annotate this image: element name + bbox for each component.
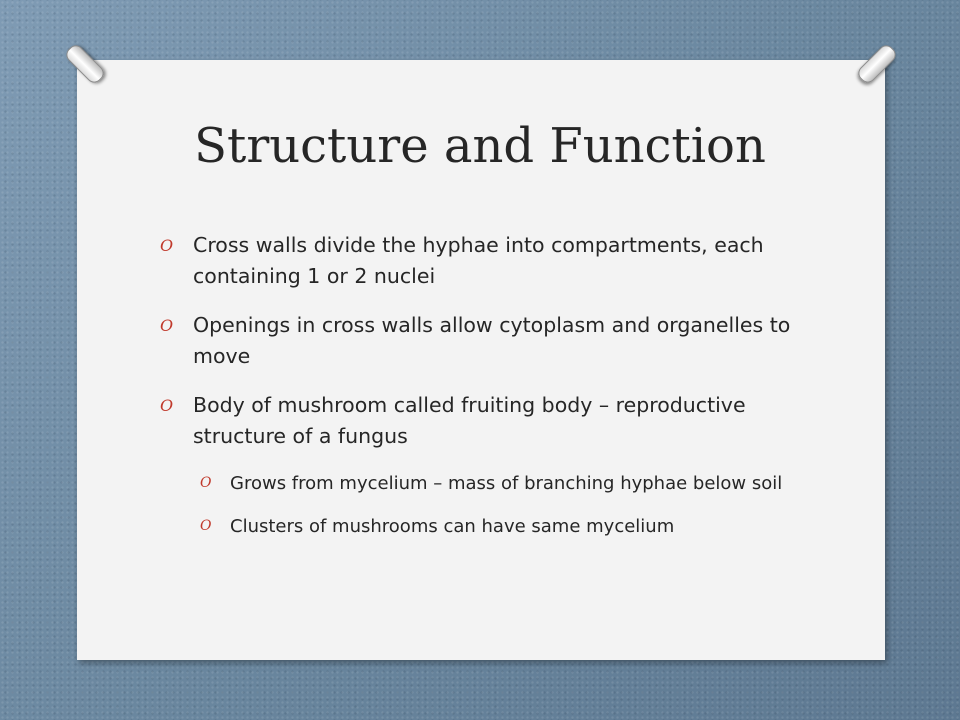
slide-title: Structure and Function	[194, 118, 766, 174]
bullet-text-start: Body of mushroom called	[193, 393, 462, 417]
bullet-marker-icon: O	[200, 475, 212, 491]
bullet-text: Openings in cross walls allow cytoplasm and organelles to move	[193, 313, 791, 368]
bullet-text: Cross walls divide the hyphae into compartments, each containing 1 or 2 nuclei	[193, 233, 764, 288]
sub-bullet-item	[160, 513, 810, 540]
sub-bullet-item	[160, 470, 810, 497]
bullet-text-end: – mass of branching hyphae below soil	[427, 473, 783, 494]
bullet-item	[160, 230, 810, 292]
bullet-marker-icon: O	[160, 316, 174, 335]
bullet-marker-icon: O	[160, 396, 174, 415]
bullet-text-end: – reproductive structure of a fungus	[193, 393, 746, 448]
bullet-marker-icon: O	[160, 236, 174, 255]
bullet-marker-icon: O	[200, 518, 212, 534]
bullet-item	[160, 310, 810, 372]
bullet-list	[160, 230, 810, 556]
bullet-emphasis: mycelium	[339, 473, 428, 494]
bullet-emphasis: fruiting body	[461, 393, 593, 417]
bullet-text: Clusters of mushrooms can have same mycelium	[230, 516, 675, 537]
bullet-text-start: Grows from	[230, 473, 340, 494]
bullet-item	[160, 390, 810, 452]
